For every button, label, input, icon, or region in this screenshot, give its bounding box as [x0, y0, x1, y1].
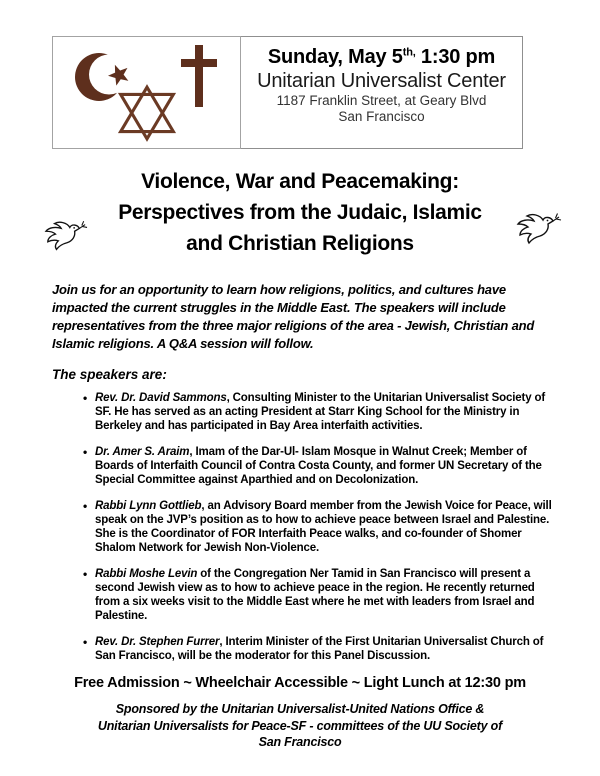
speaker-name: Rabbi Lynn Gottlieb [95, 500, 202, 512]
speaker-description: , Interim Minister of the First Unitarian Universalist Church of San Francisco, will be the moderator for this Panel Discussion. [95, 636, 544, 662]
speaker-name: Rabbi Moshe Levin [95, 568, 198, 580]
flyer-header [52, 36, 523, 149]
sponsor-line-2: Unitarian Universalists for Peace-SF - committees of the UU Society of [97, 718, 503, 733]
star-of-david-icon [116, 84, 178, 142]
sponsor-line-1: Sponsored by the Unitarian Universalist-United Nations Office & [115, 702, 485, 716]
religious-symbols-box [52, 36, 241, 149]
list-item-speaker-sammons [95, 391, 557, 433]
event-address-street: 1187 Franklin Street, at Geary Blvd [276, 93, 487, 108]
page-title-line-1: Violence, War and Peacemaking: [141, 170, 459, 193]
speaker-name: Rev. Dr. David Sammons [95, 392, 227, 404]
speaker-description: , Consulting Minister to the Unitarian Universalist Society of SF. He has served as an acting President at Starr King School for the Ministry in Berkeley and has participated in Bay Area interfaith activities. [95, 392, 546, 432]
sponsor-line-3: San Francisco [258, 735, 342, 749]
event-time: 1:30 pm [415, 46, 496, 68]
event-address-city: San Francisco [338, 109, 425, 124]
intro-paragraph: Join us for an opportunity to learn how religions, politics, and cultures have impacted the current struggles in the Middle East. The speakers will include representatives from the three major religions of the area - Jewish, Christian and Islamic religions. A Q&A session will follow. [52, 282, 535, 351]
admission-info-line: Free Admission ~ Wheelchair Accessible ~ Light Lunch at 12:30 pm [74, 675, 526, 691]
event-date-prefix: Sunday, May 5 [267, 46, 403, 68]
page-title-line-3: and Christian Religions [186, 232, 414, 255]
list-item-speaker-gottlieb [95, 499, 557, 555]
list-item-speaker-araim [95, 445, 557, 487]
sponsor-block [0, 701, 600, 751]
event-info-box [240, 36, 523, 149]
page-title-line-2: Perspectives from the Judaic, Islamic [118, 201, 482, 224]
speaker-description: of the Congregation Ner Tamid in San Francisco will present a second Jewish view as to how to achieve peace in the region. He recently returned from a six weeks visit to the Middle East where he met with leaders from Israel and Palestine. [95, 568, 535, 622]
date-ordinal-superscript: th, [402, 46, 416, 59]
title-block [0, 166, 600, 259]
dove-of-peace-icon [44, 218, 88, 256]
speaker-description: , Imam of the Dar-Ul- Islam Mosque in Walnut Creek; Member of Boards of Interfaith Council of Contra Costa County, and former UN Secretary of the Special Committee against Aparthied and on Decolonization. [95, 446, 542, 486]
list-item-speaker-furrer [95, 635, 557, 663]
speaker-name: Rev. Dr. Stephen Furrer [95, 636, 220, 648]
speaker-name: Dr. Amer S. Araim [95, 446, 190, 458]
dove-of-peace-icon [516, 210, 562, 250]
speaker-description: , an Advisory Board member from the Jewish Voice for Peace, will speak on the JVP’s position as to how to achieve peace between Israel and Palestine. She is the Coordinator of FOR Interfaith Peace walks, and co-founder of Shomer Shalom Network for Jewish Non-Violence. [95, 500, 552, 554]
speakers-list [0, 391, 600, 663]
list-item-speaker-levin [95, 567, 557, 623]
speakers-heading: The speakers are: [52, 367, 167, 382]
christian-cross-icon [181, 45, 217, 107]
event-venue: Unitarian Universalist Center [257, 70, 506, 92]
event-date-time [241, 46, 522, 69]
